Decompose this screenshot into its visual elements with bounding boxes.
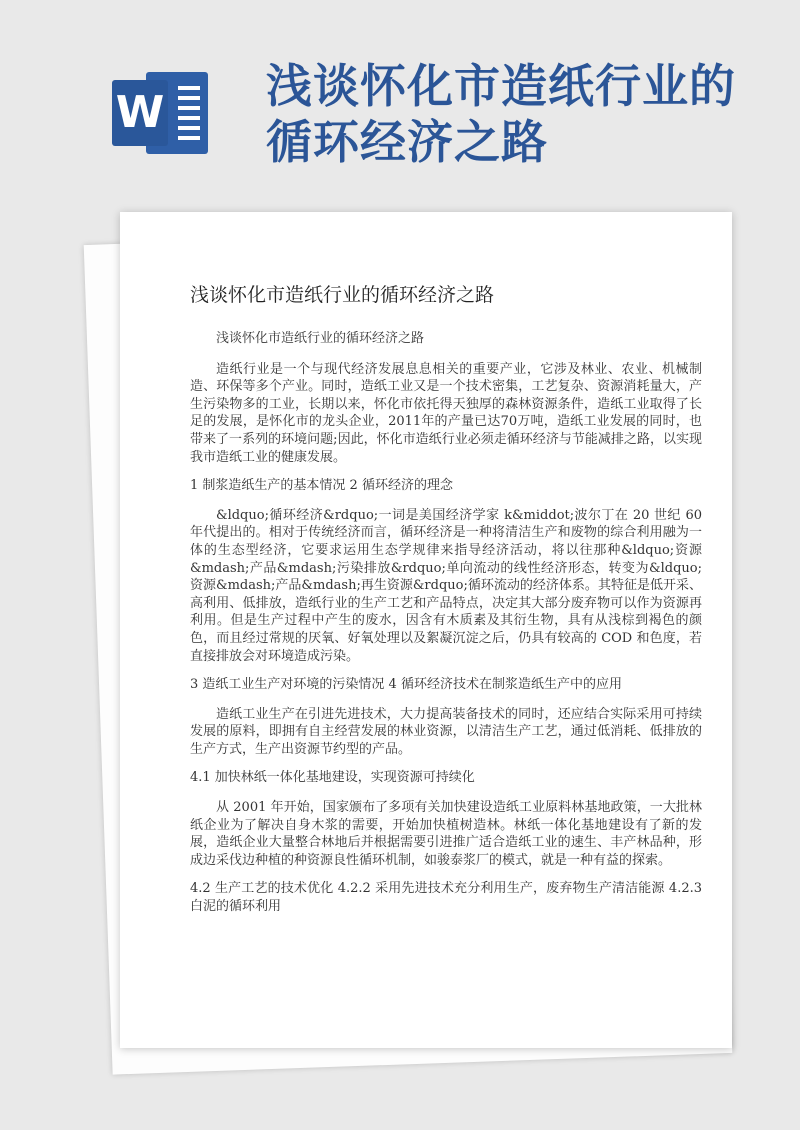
- document-title: 浅谈怀化市造纸行业的循环经济之路: [190, 284, 495, 306]
- banner-title: 浅谈怀化市造纸行业的循环经济之路: [266, 59, 736, 169]
- paragraph-5: 4.2 生产工艺的技术优化 4.2.2 采用先进技术充分利用生产，废弃物生产清洁能源 4.2.3 白泥的循环利用: [190, 881, 702, 915]
- section-heading-2: 3 造纸工业生产对环境的污染情况 4 循环经济技术在制浆造纸生产中的应用: [190, 677, 622, 693]
- paragraph-1: 造纸行业是一个与现代经济发展息息相关的重要产业，它涉及林业、农业、机械制造、环保等多个产业。同时，造纸工业又是一个技术密集，工艺复杂、资源消耗量大，产生污染物多的工业，长期以来，怀化市依托得天独厚的森林资源条件，造纸工业取得了长足的发展，是怀化市的龙头企业，2011年的产量已达70万吨，造纸工业发展的同时，也带来了一系列的环境问题;因此，怀化市造纸行业必须走循环经济与节能减排之路，以实现我市造纸工业的健康发展。: [190, 361, 702, 465]
- paragraph-4: 从 2001 年开始，国家颁布了多项有关加快建设造纸工业原料林基地政策，一大批林纸企业为了解决自身木浆的需要，开始加快植树造林。林纸一体化基地建设有了新的发展，造纸企业大量整合林地后并根据需要引进推广适合造纸工业的速生、丰产林品种，形成边采伐边种植的种资源良性循环机制，如骏泰浆厂的模式，就是一种有益的探索。: [190, 800, 702, 868]
- paragraph-2: &ldquo;循环经济&rdquo;一词是美国经济学家 k&middot;波尔丁在 20 世纪 60 年代提出的。相对于传统经济而言，循环经济是一种将清洁生产和废物的综合利用融为一体的生态型经济，它要求运用生态学规律来指导经济活动，将以往那种&ldquo;资源&mdash;产品&mdash;污染排放&rdquo;单向流动的线性经济形态，转变为&ldquo;资源&mdash;产品&mdash;再生资源&rdquo;循环流动的经济体系。其特征是低开采、高利用、低排放，造纸行业的生产工艺和产品特点，决定其大部分废弃物可以作为资源再利用。但是生产过程中产生的废水，因含有木质素及其衍生物，具有从浅棕到褐色的颜色，而且经过常规的厌氧、好氧处理以及絮凝沉淀之后，仍具有较高的 COD 和色度，若直接排放会对环境造成污染。: [190, 507, 702, 664]
- header-banner: [0, 0, 800, 200]
- section-heading-1: 1 制浆造纸生产的基本情况 2 循环经济的理念: [190, 478, 453, 494]
- word-document-icon: [112, 72, 212, 154]
- document-body: [190, 330, 702, 927]
- document-subtitle: 浅谈怀化市造纸行业的循环经济之路: [216, 331, 425, 346]
- paragraph-3: 造纸工业生产在引进先进技术，大力提高装备技术的同时，还应结合实际采用可持续发展的原料，即拥有自主经营发展的林业资源，以清洁生产工艺，通过低消耗、低排放的生产方式，生产出资源节约型的产品。: [190, 706, 702, 757]
- document-page: [120, 212, 732, 1048]
- word-icon-letter: W: [112, 80, 168, 146]
- section-heading-3: 4.1 加快林纸一体化基地建设，实现资源可持续化: [190, 770, 475, 786]
